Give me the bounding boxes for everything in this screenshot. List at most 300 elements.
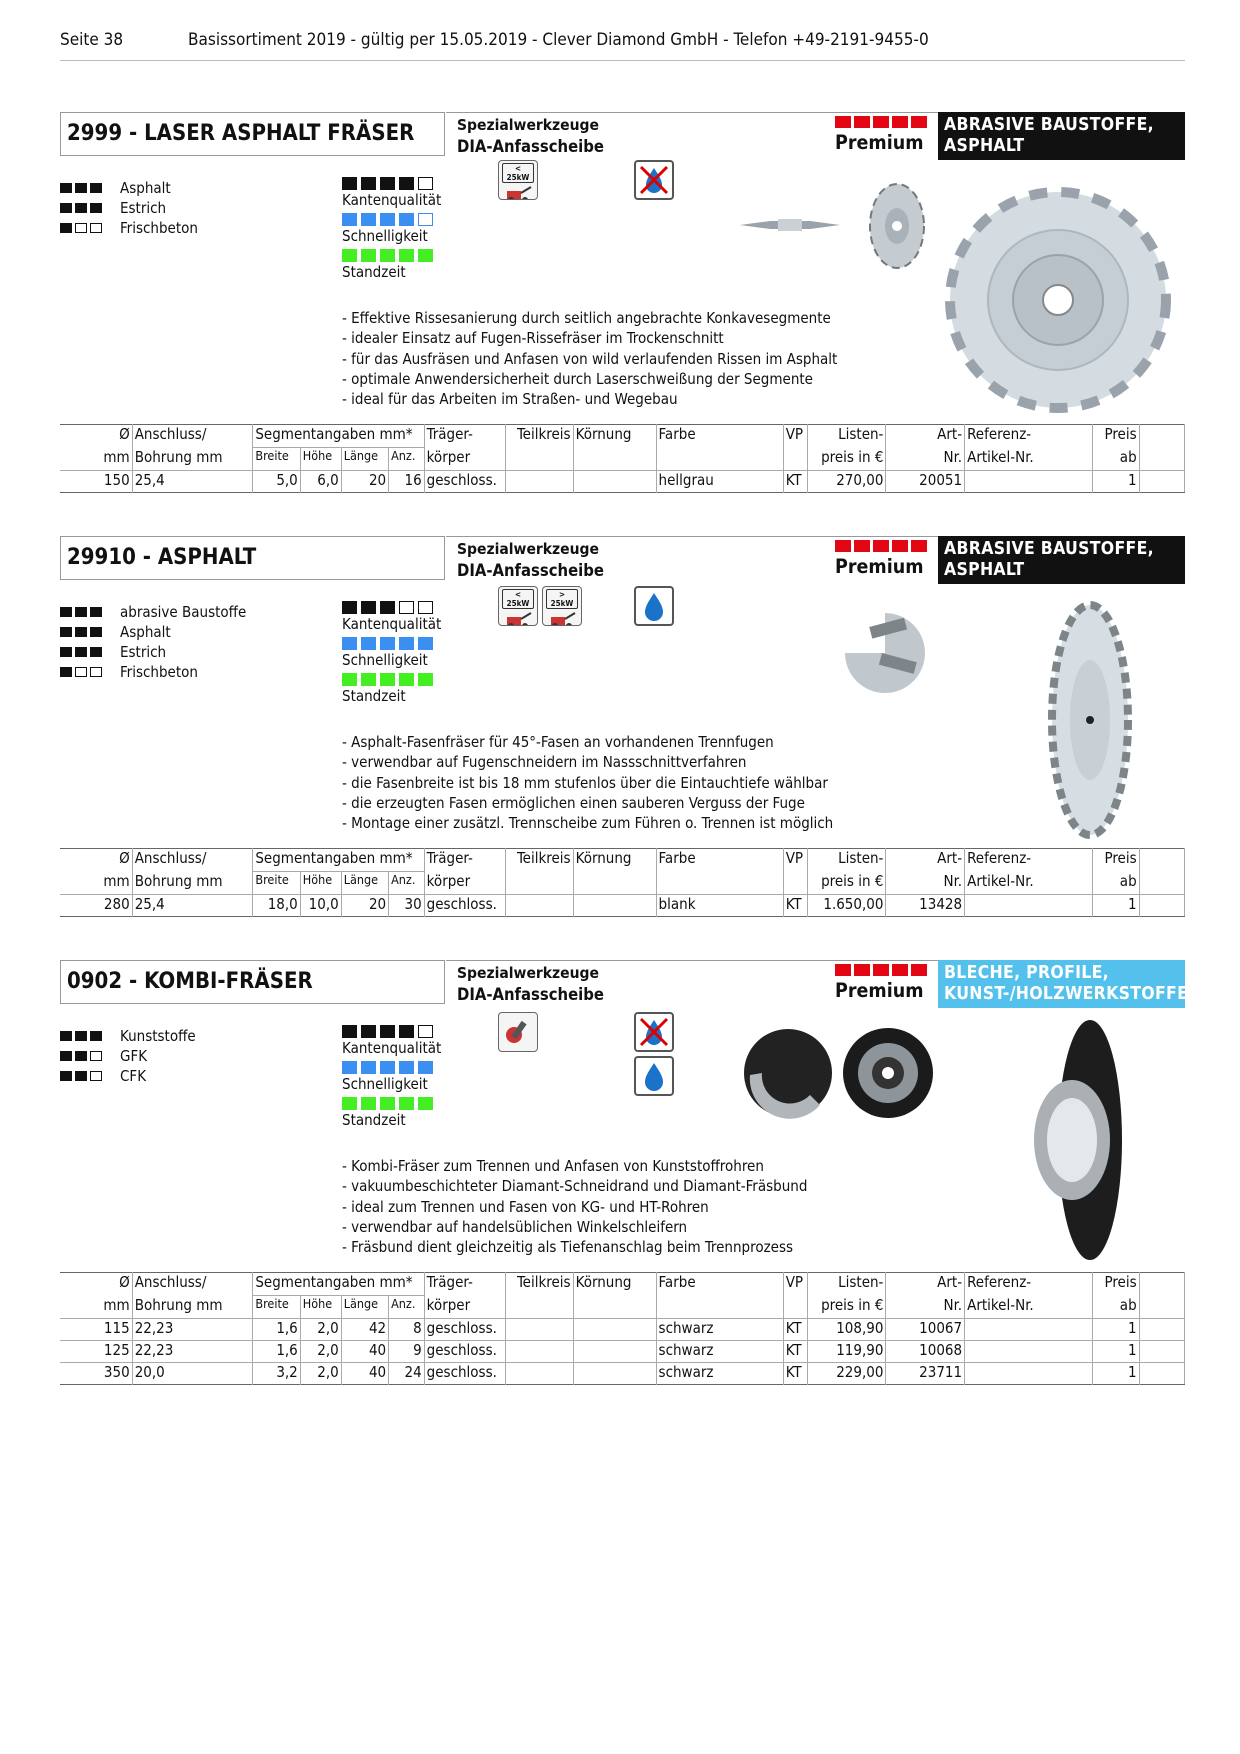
col-farbe: Farbe [656, 425, 783, 448]
col-bohrung: Bohrung mm [132, 448, 253, 471]
col-segment: Segmentangaben mm* [253, 1273, 424, 1296]
col-art: Art- [886, 425, 965, 448]
spec-line-2: DIA-Anfasscheibe [457, 137, 604, 156]
premium-label: Premium [835, 979, 924, 1002]
col-anschluss: Anschluss/ [132, 849, 253, 872]
level-pip [75, 667, 87, 677]
col-preis: Preis [1093, 1273, 1139, 1296]
col-preis: Preis [1093, 425, 1139, 448]
col-listen: Listen- [807, 1273, 886, 1296]
material-list [60, 1026, 196, 1086]
col-breite: Breite [253, 1296, 300, 1319]
rating-square [342, 673, 357, 686]
rating-square [399, 249, 414, 262]
table-cell: 16 [389, 471, 425, 493]
col-anz: Anz. [389, 448, 425, 471]
col-listen: Listen- [807, 849, 886, 872]
table-cell: 20051 [886, 471, 965, 493]
table-cell: 150 [60, 471, 132, 493]
col-listen: Listen- [807, 425, 886, 448]
material-item [60, 178, 198, 198]
table-cell: 10068 [886, 1341, 965, 1363]
material-name: Asphalt [120, 179, 171, 197]
table-cell: 5,0 [253, 471, 300, 493]
product-title: 2999 - LASER ASPHALT FRÄSER [60, 112, 445, 156]
material-name: Frischbeton [120, 663, 198, 681]
rating-stand [342, 248, 441, 282]
material-item [60, 198, 198, 218]
rating-schnell [342, 1060, 441, 1094]
level-pip [75, 1071, 87, 1081]
rating-square [418, 213, 433, 226]
water-icon [634, 1056, 674, 1096]
col-laenge: Länge [341, 1296, 388, 1319]
level-pip [75, 203, 87, 213]
table-header-row-2 [60, 448, 1185, 471]
table-cell: 270,00 [807, 471, 886, 493]
spec-line-2: DIA-Anfasscheibe [457, 985, 604, 1004]
product-spec [457, 962, 604, 1006]
category-line-1: ABRASIVE BAUSTOFFE, [944, 539, 1154, 559]
laser-blade-side-image [740, 210, 840, 240]
table-cell: 40 [341, 1341, 388, 1363]
rating-square [399, 673, 414, 686]
table-cell [573, 1319, 656, 1341]
col-segment: Segmentangaben mm* [253, 425, 424, 448]
power-label: < 25kW [502, 163, 534, 183]
rating-kante [342, 1024, 441, 1058]
table-cell: 119,90 [807, 1341, 886, 1363]
table-cell: KT [783, 1341, 807, 1363]
material-item [60, 1046, 196, 1066]
spec-line-1: Spezialwerkzeuge [457, 964, 599, 982]
feature-list [342, 1156, 807, 1257]
power-class-icon [542, 586, 582, 626]
table-row [60, 895, 1185, 917]
col-bohrung: Bohrung mm [132, 872, 253, 895]
table-cell [505, 1363, 573, 1385]
col-ab: ab [1093, 872, 1139, 895]
col-koernung: Körnung [573, 1273, 656, 1296]
col-diam-unit: mm [103, 447, 130, 466]
rating-square [380, 601, 395, 614]
table-cell: 1,6 [253, 1319, 300, 1341]
rating-label: Kantenqualität [342, 615, 442, 633]
level-pip [60, 1031, 72, 1041]
table-cell: 2,0 [300, 1319, 341, 1341]
material-list [60, 178, 198, 238]
no-water-icon [634, 160, 674, 200]
col-diam: Ø [119, 425, 130, 443]
premium-badge [835, 116, 930, 154]
power-class-icon [498, 586, 538, 626]
rating-stand [342, 1096, 441, 1130]
kombi-blade-detail-image [740, 1025, 835, 1120]
level-pip [75, 223, 87, 233]
table-cell: 6,0 [300, 471, 341, 493]
col-anz: Anz. [389, 872, 425, 895]
table-cell: geschloss. [424, 471, 505, 493]
table-row [60, 1363, 1185, 1385]
col-anschluss: Anschluss/ [132, 425, 253, 448]
rating-square [418, 1025, 433, 1038]
material-name: Frischbeton [120, 219, 198, 237]
level-pip [60, 627, 72, 637]
table-cell: 2,0 [300, 1363, 341, 1385]
col-segment: Segmentangaben mm* [253, 849, 424, 872]
rating-square [342, 601, 357, 614]
rating-square [380, 213, 395, 226]
feature-item: - Montage einer zusätzl. Trennscheibe zum Führen o. Trennen ist möglich [342, 814, 834, 833]
table-cell: 9 [389, 1341, 425, 1363]
rating-square [380, 1061, 395, 1074]
rating-square [342, 249, 357, 262]
table-cell: geschloss. [424, 895, 505, 917]
table-cell [965, 471, 1093, 493]
material-item [60, 602, 246, 622]
table-cell: KT [783, 1363, 807, 1385]
feature-list [342, 308, 837, 409]
material-level [60, 607, 116, 617]
kombi-blade-side-image [1010, 1015, 1130, 1265]
category-badge [938, 960, 1189, 1008]
table-cell: 20 [341, 471, 388, 493]
table-cell: 1 [1093, 1341, 1139, 1363]
table-cell: 18,0 [253, 895, 300, 917]
product-title: 29910 - ASPHALT [60, 536, 445, 580]
col-breite: Breite [253, 448, 300, 471]
material-item [60, 1026, 196, 1046]
rating-square [380, 673, 395, 686]
category-line-2: ASPHALT [944, 560, 1025, 580]
material-name: Estrich [120, 199, 167, 217]
rating-square [342, 177, 357, 190]
feature-item: - Kombi-Fräser zum Trennen und Anfasen von Kunststoffrohren [342, 1157, 764, 1175]
table-cell: blank [656, 895, 783, 917]
level-pip [90, 627, 102, 637]
category-line-1: ABRASIVE BAUSTOFFE, [944, 115, 1154, 135]
material-level [60, 1031, 116, 1041]
col-blank [1139, 849, 1184, 872]
col-art: Art- [886, 1273, 965, 1296]
table-cell: 108,90 [807, 1319, 886, 1341]
product-spec [457, 538, 604, 582]
feature-item: - die Fasenbreite ist bis 18 mm stufenlos über die Eintauchtiefe wählbar [342, 773, 828, 792]
col-preis-eur: preis in € [807, 448, 886, 471]
col-koernung: Körnung [573, 849, 656, 872]
table-cell: 10,0 [300, 895, 341, 917]
feature-item: - Effektive Rissesanierung durch seitlich angebrachte Konkavesegmente [342, 309, 831, 327]
feature-item: - Fräsbund dient gleichzeitig als Tiefenanschlag beim Trennprozess [342, 1238, 794, 1257]
table-cell: 22,23 [132, 1341, 253, 1363]
level-pip [75, 627, 87, 637]
table-cell [505, 895, 573, 917]
table-cell: schwarz [656, 1319, 783, 1341]
level-pip [60, 647, 72, 657]
material-name: GFK [120, 1047, 148, 1065]
table-cell [573, 1341, 656, 1363]
col-farbe: Farbe [656, 1273, 783, 1296]
table-header-row [60, 849, 1185, 872]
rating-square [361, 637, 376, 650]
feature-item: - ideal für das Arbeiten im Straßen- und Wegebau [342, 390, 678, 409]
table-cell: KT [783, 471, 807, 493]
rating-square [418, 177, 433, 190]
table-cell: schwarz [656, 1363, 783, 1385]
feature-item: - vakuumbeschichteter Diamant-Schneidrand und Diamant-Fräsbund [342, 1177, 808, 1196]
feature-item: - optimale Anwendersicherheit durch Laserschweißung der Segmente [342, 369, 813, 388]
table-cell [505, 1341, 573, 1363]
level-pip [60, 1051, 72, 1061]
col-koerper: körper [424, 872, 505, 895]
table-cell: 1,6 [253, 1341, 300, 1363]
table-cell: hellgrau [656, 471, 783, 493]
water-icon [634, 586, 674, 626]
col-ab: ab [1093, 448, 1139, 471]
level-pip [90, 223, 102, 233]
table-cell: 115 [60, 1319, 132, 1341]
table-cell: schwarz [656, 1341, 783, 1363]
table-cell: 42 [341, 1319, 388, 1341]
spec-line-1: Spezialwerkzeuge [457, 540, 599, 558]
table-cell: 1 [1093, 1319, 1139, 1341]
table-cell: 1 [1093, 895, 1139, 917]
material-list [60, 602, 246, 682]
spec-table [60, 1272, 1185, 1385]
rating-square [399, 177, 414, 190]
col-bohrung: Bohrung mm [132, 1296, 253, 1319]
rating-square [361, 177, 376, 190]
col-vp: VP [783, 849, 807, 872]
table-cell: 1 [1093, 1363, 1139, 1385]
col-refnr: Artikel-Nr. [965, 1296, 1093, 1319]
rating-label: Schnelligkeit [342, 651, 428, 669]
table-cell: 280 [60, 895, 132, 917]
level-pip [90, 1051, 102, 1061]
table-cell: KT [783, 895, 807, 917]
col-koernung: Körnung [573, 425, 656, 448]
col-hoehe: Höhe [300, 448, 341, 471]
table-cell: KT [783, 1319, 807, 1341]
material-level [60, 1051, 116, 1061]
material-item [60, 662, 246, 682]
table-cell [573, 1363, 656, 1385]
rating-square [418, 1061, 433, 1074]
rating-kante [342, 176, 441, 210]
category-badge [938, 536, 1185, 584]
power-label: < 25kW [502, 589, 534, 609]
level-pip [75, 183, 87, 193]
rating-square [418, 637, 433, 650]
spec-line-2: DIA-Anfasscheibe [457, 561, 604, 580]
col-vp: VP [783, 425, 807, 448]
table-cell [965, 1363, 1093, 1385]
table-cell: 22,23 [132, 1319, 253, 1341]
table-cell: 229,00 [807, 1363, 886, 1385]
page-header [60, 28, 1185, 61]
col-teilkreis: Teilkreis [505, 425, 573, 448]
level-pip [75, 607, 87, 617]
table-cell: 8 [389, 1319, 425, 1341]
level-pip [90, 203, 102, 213]
rating-square [399, 1025, 414, 1038]
feature-item: - idealer Einsatz auf Fugen-Rissefräser im Trockenschnitt [342, 329, 724, 348]
col-nr: Nr. [886, 1296, 965, 1319]
col-teilkreis: Teilkreis [505, 1273, 573, 1296]
table-cell: 3,2 [253, 1363, 300, 1385]
rating-square [342, 1097, 357, 1110]
table-cell: 350 [60, 1363, 132, 1385]
table-cell [505, 1319, 573, 1341]
rating-square [418, 249, 433, 262]
table-header-row-2 [60, 872, 1185, 895]
table-cell: geschloss. [424, 1363, 505, 1385]
col-farbe: Farbe [656, 849, 783, 872]
feature-item: - ideal zum Trennen und Fasen von KG- und HT-Rohren [342, 1197, 709, 1216]
level-pip [90, 1031, 102, 1041]
table-cell: 10067 [886, 1319, 965, 1341]
table-cell [505, 471, 573, 493]
no-water-icon [634, 1012, 674, 1052]
table-cell [573, 895, 656, 917]
product-title: 0902 - KOMBI-FRÄSER [60, 960, 445, 1004]
col-koerper: körper [424, 448, 505, 471]
rating-square [399, 213, 414, 226]
col-nr: Nr. [886, 448, 965, 471]
level-pip [90, 183, 102, 193]
laser-blade-small-image [862, 178, 932, 273]
col-hoehe: Höhe [300, 1296, 341, 1319]
angle-grinder-icon [498, 1012, 538, 1052]
table-cell [965, 1341, 1093, 1363]
material-name: CFK [120, 1067, 147, 1085]
level-pip [90, 1071, 102, 1081]
table-cell [965, 895, 1093, 917]
category-badge [938, 112, 1185, 160]
material-level [60, 203, 116, 213]
premium-label: Premium [835, 131, 924, 154]
col-blank [1139, 1273, 1184, 1296]
rating-square [380, 1097, 395, 1110]
material-item [60, 642, 246, 662]
table-cell: geschloss. [424, 1341, 505, 1363]
col-traeger: Träger- [424, 425, 505, 448]
table-cell: 40 [341, 1363, 388, 1385]
material-level [60, 667, 116, 677]
material-level [60, 183, 116, 193]
col-blank [1139, 425, 1184, 448]
page-number: Seite 38 [60, 30, 124, 50]
kombi-blade-front-image [840, 1025, 935, 1120]
spec-table [60, 424, 1185, 493]
table-cell: 23711 [886, 1363, 965, 1385]
rating-stand [342, 672, 441, 706]
col-teilkreis: Teilkreis [505, 849, 573, 872]
col-preis: Preis [1093, 849, 1139, 872]
premium-label: Premium [835, 555, 924, 578]
premium-badge [835, 540, 930, 578]
rating-square [380, 637, 395, 650]
table-cell: 20,0 [132, 1363, 253, 1385]
table-cell: 125 [60, 1341, 132, 1363]
premium-badge [835, 964, 930, 1002]
category-line-2: KUNST-/HOLZWERKSTOFFE [944, 984, 1189, 1004]
table-cell: 20 [341, 895, 388, 917]
header-info: Basissortiment 2019 - gültig per 15.05.2019 - Clever Diamond GmbH - Telefon +49-2191-9455-0 [188, 30, 929, 50]
level-pip [60, 183, 72, 193]
rating-square [418, 601, 433, 614]
col-preis-eur: preis in € [807, 1296, 886, 1319]
col-nr: Nr. [886, 872, 965, 895]
rating-square [399, 1097, 414, 1110]
material-name: Estrich [120, 643, 167, 661]
feature-item: - für das Ausfräsen und Anfasen von wild verlaufenden Rissen im Asphalt [342, 349, 838, 368]
col-ref: Referenz- [965, 1273, 1093, 1296]
rating-block [342, 1024, 441, 1132]
level-pip [60, 667, 72, 677]
rating-square [380, 1025, 395, 1038]
product-spec [457, 114, 604, 158]
col-ref: Referenz- [965, 425, 1093, 448]
col-refnr: Artikel-Nr. [965, 448, 1093, 471]
col-laenge: Länge [341, 448, 388, 471]
table-cell: 2,0 [300, 1341, 341, 1363]
material-name: Asphalt [120, 623, 171, 641]
rating-square [342, 1061, 357, 1074]
col-art: Art- [886, 849, 965, 872]
material-name: abrasive Baustoffe [120, 603, 247, 621]
col-hoehe: Höhe [300, 872, 341, 895]
table-row [60, 471, 1185, 493]
rating-square [361, 1061, 376, 1074]
rating-square [361, 249, 376, 262]
col-diam: Ø [119, 849, 130, 867]
rating-square [361, 601, 376, 614]
level-pip [90, 607, 102, 617]
rating-square [342, 213, 357, 226]
level-pip [60, 203, 72, 213]
table-cell [965, 1319, 1093, 1341]
level-pip [75, 1031, 87, 1041]
asphalt-blade-image [1040, 600, 1140, 840]
level-pip [60, 223, 72, 233]
level-pip [60, 607, 72, 617]
category-line-1: BLECHE, PROFILE, [944, 963, 1109, 983]
level-pip [60, 1071, 72, 1081]
product-section [60, 536, 1185, 936]
level-pip [75, 1051, 87, 1061]
material-name: Kunststoffe [120, 1027, 196, 1045]
table-cell: 25,4 [132, 471, 253, 493]
rating-square [361, 1025, 376, 1038]
col-traeger: Träger- [424, 1273, 505, 1296]
level-pip [90, 647, 102, 657]
rating-schnell [342, 212, 441, 246]
rating-block [342, 176, 441, 284]
level-pip [75, 647, 87, 657]
col-ab: ab [1093, 1296, 1139, 1319]
rating-square [380, 177, 395, 190]
col-diam: Ø [119, 1273, 130, 1291]
spec-line-1: Spezialwerkzeuge [457, 116, 599, 134]
table-header-row-2 [60, 1296, 1185, 1319]
rating-square [380, 249, 395, 262]
rating-square [361, 1097, 376, 1110]
power-label: > 25kW [546, 589, 578, 609]
rating-square [399, 601, 414, 614]
rating-label: Kantenqualität [342, 191, 442, 209]
feature-item: - die erzeugten Fasen ermöglichen einen sauberen Verguss der Fuge [342, 793, 805, 812]
